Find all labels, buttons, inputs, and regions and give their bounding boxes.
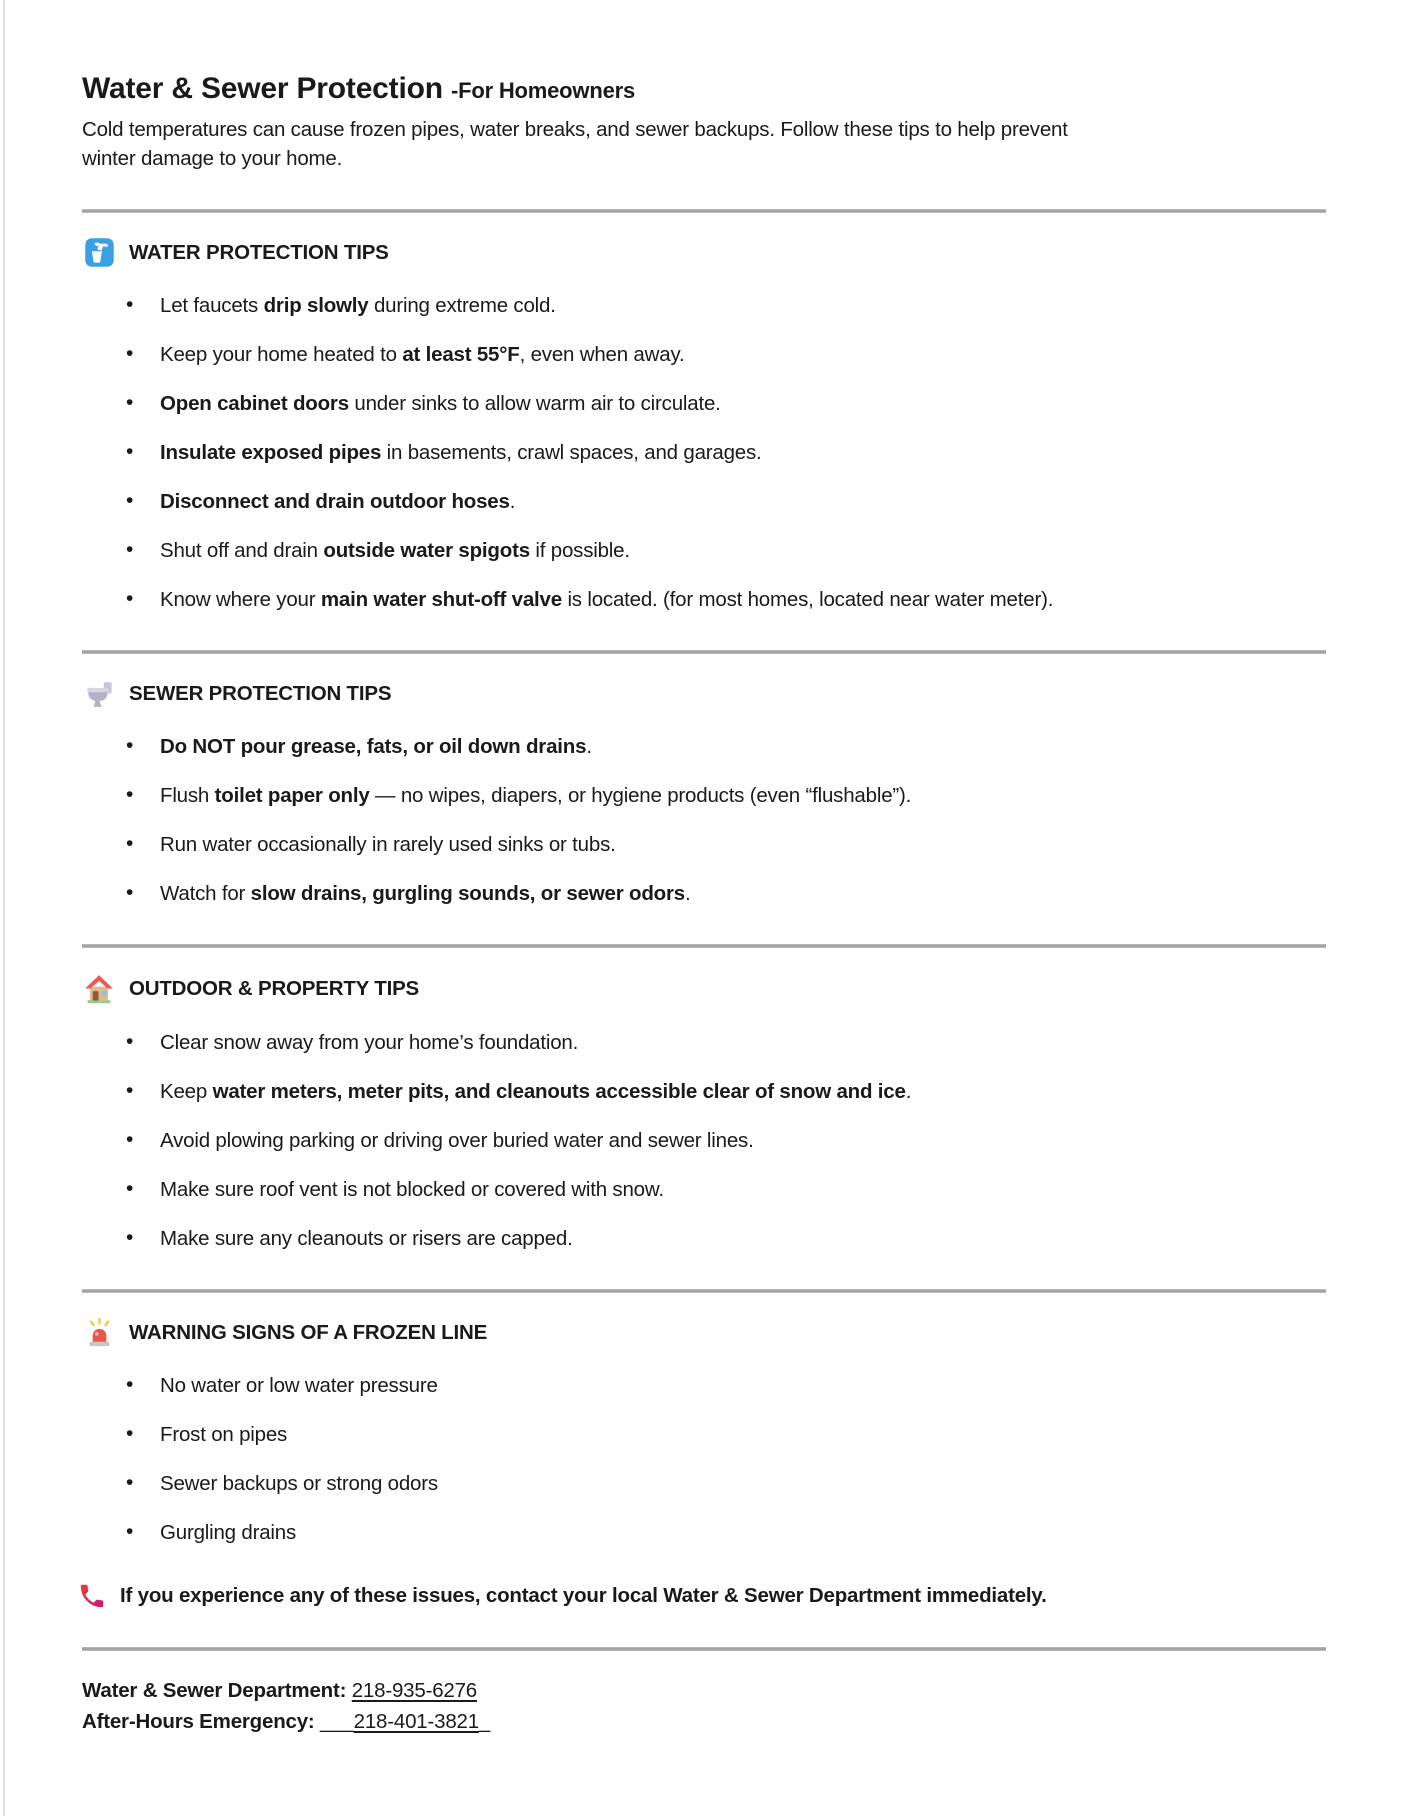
tips-section (82, 650, 1326, 908)
tips-list (82, 292, 1326, 614)
section-divider (82, 650, 1326, 654)
tip-item: • Sewer backups or strong odors (82, 1470, 1326, 1498)
intro-line: winter damage to your home. (82, 146, 343, 170)
dept-phone-line (82, 1675, 1326, 1706)
tip-item: • Keep water meters, meter pits, and cleanouts accessible clear of snow and ice. (82, 1078, 1326, 1106)
section-header (82, 1317, 1326, 1348)
tip-item: • Watch for slow drains, gurgling sounds, or sewer odors. (82, 880, 1326, 908)
tip-item: • Flush toilet paper only — no wipes, diapers, or hygiene products (even “flushable”). (82, 782, 1326, 810)
section-heading: WARNING SIGNS OF A FROZEN LINE (129, 1320, 488, 1344)
footer-divider (82, 1647, 1326, 1651)
tip-item: • Make sure roof vent is not blocked or covered with snow. (82, 1176, 1326, 1204)
tip-item: • Know where your main water shut-off valve is located. (for most homes, located near water meter). (82, 586, 1326, 614)
tip-item: • Avoid plowing parking or driving over buried water and sewer lines. (82, 1127, 1326, 1155)
phone-icon (76, 1581, 108, 1611)
section-divider (82, 1289, 1326, 1293)
tips-section (82, 209, 1326, 614)
section-header (82, 237, 1326, 268)
house-icon (82, 972, 116, 1005)
siren-icon (82, 1317, 116, 1348)
tip-item: • No water or low water pressure (82, 1372, 1326, 1400)
section-header (82, 678, 1326, 709)
tip-item: • Insulate exposed pipes in basements, crawl spaces, and garages. (82, 439, 1326, 467)
section-heading: WATER PROTECTION TIPS (129, 240, 389, 264)
title-suffix: -For Homeowners (450, 78, 636, 103)
toilet-icon (83, 678, 116, 709)
toilet-icon (82, 678, 116, 709)
title-main: Water & Sewer Protection (82, 72, 443, 105)
tips-section (82, 1289, 1326, 1547)
tip-item: • Do NOT pour grease, fats, or oil down drains. (82, 733, 1326, 761)
sections-container (82, 209, 1326, 1547)
tips-list (82, 733, 1326, 908)
tip-item: • Frost on pipes (82, 1421, 1326, 1449)
tip-item: • Clear snow away from your home’s foundation. (82, 1029, 1326, 1057)
tip-item: • Make sure any cleanouts or risers are capped. (82, 1225, 1326, 1253)
tip-item: • Shut off and drain outside water spigots if possible. (82, 537, 1326, 565)
siren-icon (84, 1317, 115, 1348)
page-edge-line (3, 0, 5, 1816)
emergency-suffix: _ (478, 1710, 491, 1733)
section-divider (82, 944, 1326, 948)
tip-item: • Gurgling drains (82, 1519, 1326, 1547)
section-divider (82, 209, 1326, 213)
tip-item: • Let faucets drip slowly during extreme cold. (82, 292, 1326, 320)
contact-note (76, 1581, 1326, 1611)
tips-list (82, 1029, 1326, 1253)
tip-item: • Open cabinet doors under sinks to allow warm air to circulate. (82, 390, 1326, 418)
emergency-label: After-Hours Emergency: (82, 1710, 315, 1733)
faucet-icon (84, 237, 115, 268)
tip-item: • Run water occasionally in rarely used sinks or tubs. (82, 831, 1326, 859)
tip-item: • Keep your home heated to at least 55°F, even when away. (82, 341, 1326, 369)
page-title (82, 72, 1326, 108)
faucet-icon (82, 237, 116, 268)
section-heading: SEWER PROTECTION TIPS (129, 681, 392, 705)
contact-text: If you experience any of these issues, contact your local Water & Sewer Department immediately. (120, 1584, 1047, 1607)
dept-label: Water & Sewer Department: (82, 1679, 347, 1702)
dept-phone-link[interactable]: 218-935-6276 (351, 1679, 477, 1702)
house-icon (82, 972, 116, 1005)
emergency-phone-line (82, 1706, 1326, 1737)
emergency-prefix: ___ (320, 1710, 354, 1733)
tips-list (82, 1372, 1326, 1547)
emergency-phone-link[interactable]: 218-401-3821 (353, 1710, 479, 1733)
tips-section (82, 944, 1326, 1253)
section-heading: OUTDOOR & PROPERTY TIPS (129, 976, 420, 1000)
section-header (82, 972, 1326, 1005)
intro-line: Cold temperatures can cause frozen pipes, water breaks, and sewer backups. Follow these tips to help prevent (82, 118, 1068, 141)
footer (82, 1675, 1326, 1737)
tip-item: • Disconnect and drain outdoor hoses. (82, 488, 1326, 516)
intro-text (82, 116, 1326, 173)
